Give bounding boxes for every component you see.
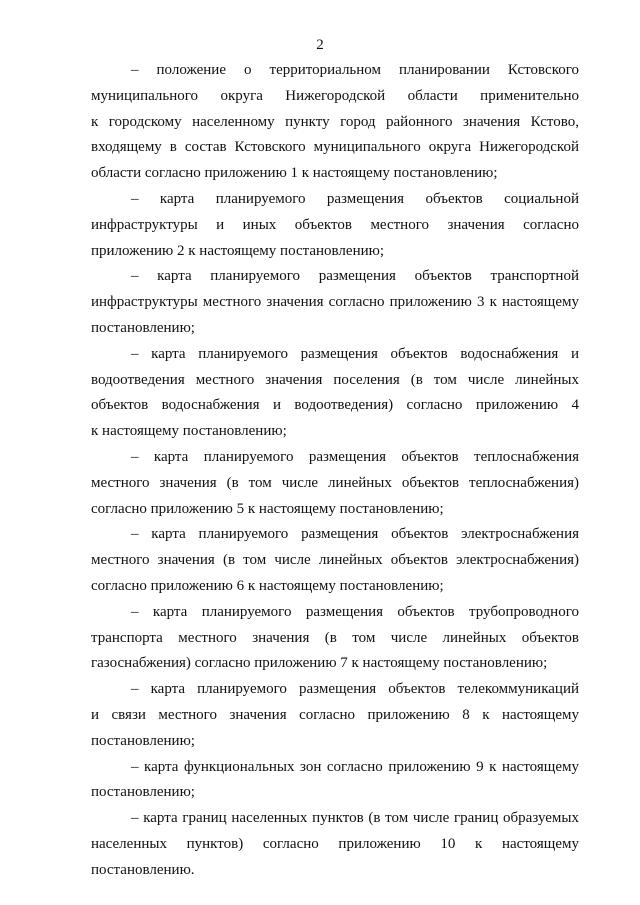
text-line: муниципального округа Нижегородской области применительно bbox=[91, 87, 579, 104]
page-number: 2 bbox=[316, 37, 324, 53]
text-line: – карта планируемого размещения объектов водоснабжения и bbox=[131, 345, 579, 362]
text-line: газоснабжения) согласно приложению 7 к настоящему постановлению; bbox=[91, 655, 548, 672]
list-item bbox=[91, 445, 579, 522]
text-line: объектов водоснабжения и водоотведения) согласно приложению 4 bbox=[91, 397, 579, 414]
list-item bbox=[91, 677, 579, 754]
text-line: к настоящему постановлению; bbox=[91, 423, 287, 440]
text-line: области согласно приложению 1 к настоящему постановлению; bbox=[91, 165, 498, 182]
text-line: инфраструктуры местного значения согласно приложению 3 к настоящему bbox=[91, 294, 579, 311]
text-line: постановлению. bbox=[91, 861, 195, 878]
text-line: согласно приложению 5 к настоящему постановлению; bbox=[91, 500, 444, 517]
list-item bbox=[91, 755, 579, 807]
text-line: – карта планируемого размещения объектов теплоснабжения bbox=[131, 448, 579, 465]
list-item bbox=[91, 522, 579, 599]
list-item bbox=[91, 600, 579, 677]
text-line: постановлению; bbox=[91, 784, 195, 801]
text-line: постановлению; bbox=[91, 732, 195, 749]
text-line: – карта функциональных зон согласно приложению 9 к настоящему bbox=[131, 758, 579, 775]
text-line: к городскому населенному пункту город районного значения Кстово, bbox=[91, 113, 579, 130]
text-line: – карта планируемого размещения объектов телекоммуникаций bbox=[131, 681, 579, 698]
text-line: и связи местного значения согласно приложению 8 к настоящему bbox=[91, 706, 579, 723]
text-line: – карта планируемого размещения объектов социальной bbox=[131, 190, 579, 207]
text-line: входящему в состав Кстовского муниципального округа Нижегородской bbox=[91, 139, 579, 156]
text-line: транспорта местного значения (в том числе линейных объектов bbox=[91, 629, 579, 646]
list-item bbox=[91, 806, 579, 883]
list-item bbox=[91, 187, 579, 264]
text-line: согласно приложению 6 к настоящему постановлению; bbox=[91, 577, 444, 594]
list-item bbox=[91, 264, 579, 341]
text-line: населенных пунктов) согласно приложению 10 к настоящему bbox=[91, 835, 579, 852]
document-body bbox=[91, 58, 579, 884]
text-line: постановлению; bbox=[91, 319, 195, 336]
list-item bbox=[91, 342, 579, 445]
text-line: местного значения (в том числе линейных объектов теплоснабжения) bbox=[91, 474, 579, 491]
text-line: – карта границ населенных пунктов (в том числе границ образуемых bbox=[131, 810, 579, 827]
text-line: – карта планируемого размещения объектов транспортной bbox=[131, 268, 579, 285]
text-line: местного значения (в том числе линейных объектов электроснабжения) bbox=[91, 552, 579, 569]
text-line: инфраструктуры и иных объектов местного значения согласно bbox=[91, 216, 579, 233]
text-line: – карта планируемого размещения объектов трубопроводного bbox=[131, 603, 579, 620]
text-line: водоотведения местного значения поселения (в том числе линейных bbox=[91, 371, 579, 388]
text-line: – положение о территориальном планировании Кстовского bbox=[131, 62, 579, 78]
list-item bbox=[91, 58, 579, 187]
text-line: приложению 2 к настоящему постановлению; bbox=[91, 242, 384, 259]
text-line: – карта планируемого размещения объектов электроснабжения bbox=[131, 526, 579, 543]
